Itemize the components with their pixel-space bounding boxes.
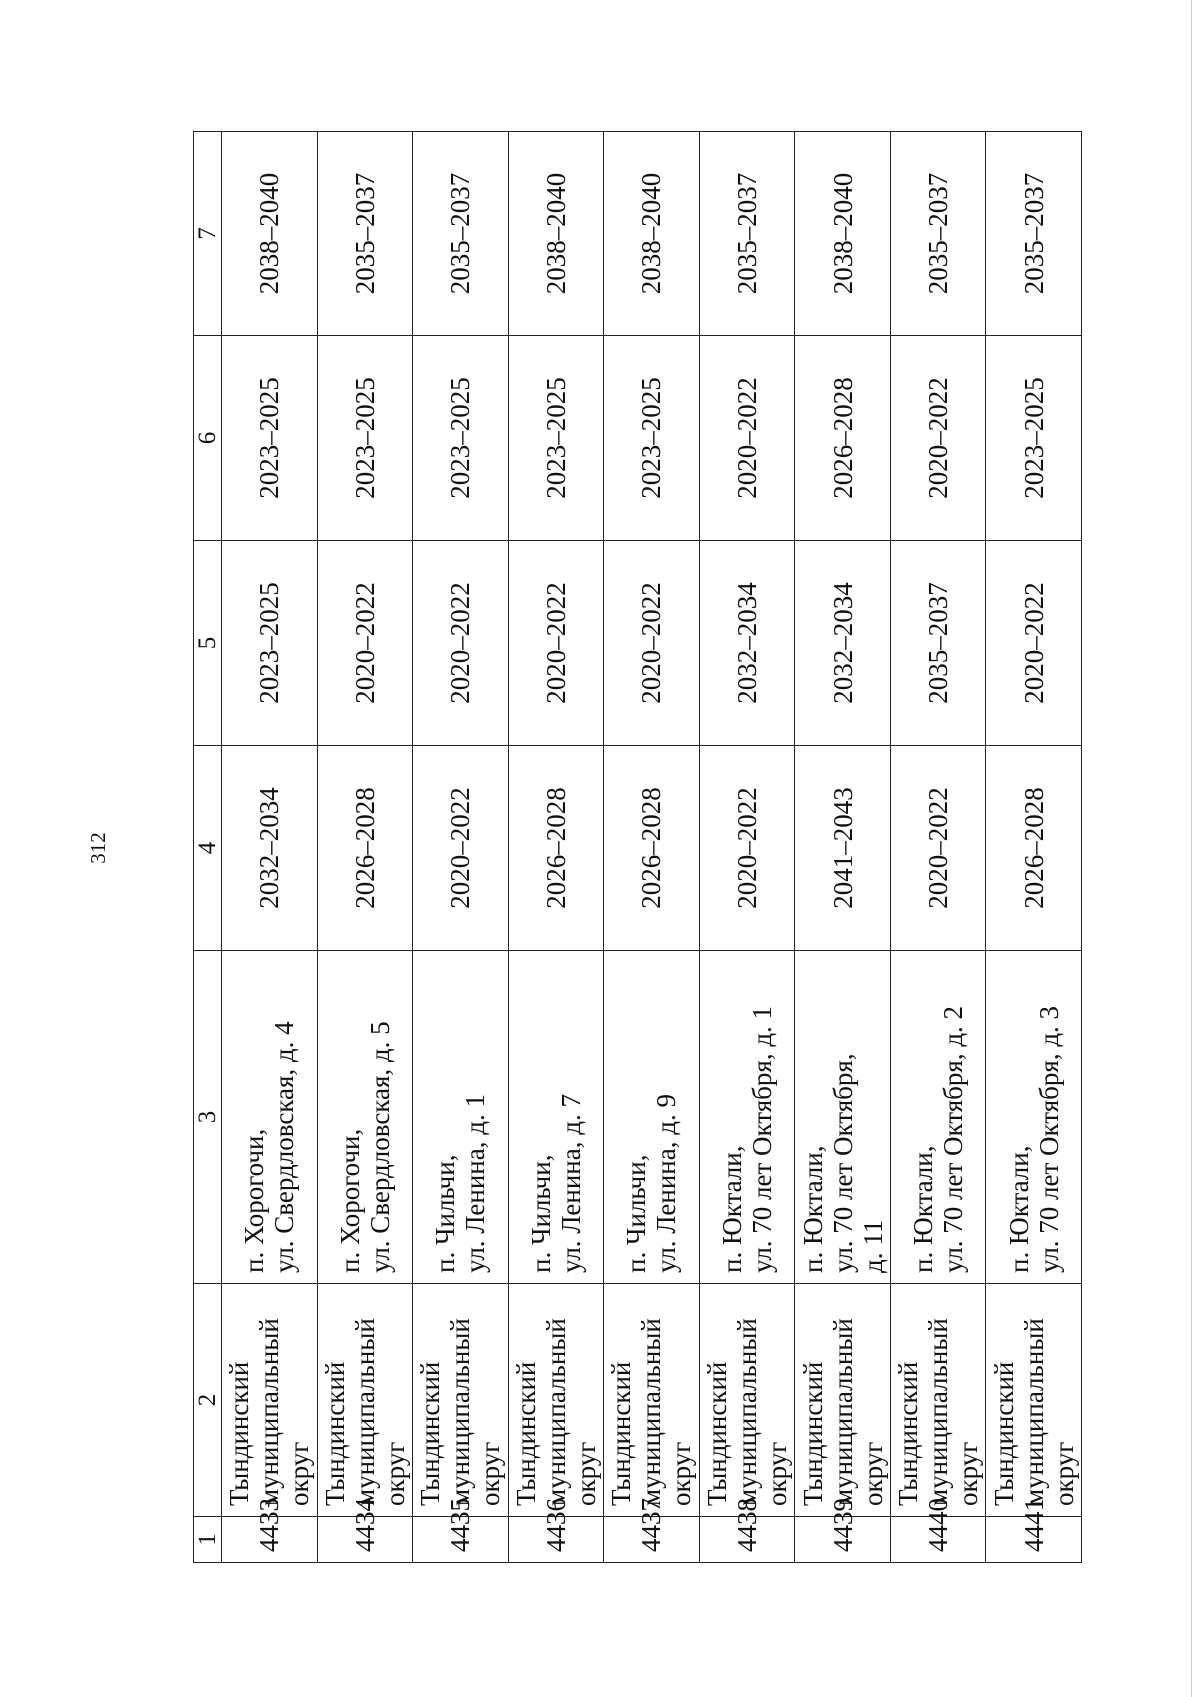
- table-row: [699, 132, 795, 1563]
- district-line: Тындинский: [510, 1361, 541, 1506]
- address-line: п. Хорогочи,: [239, 1128, 270, 1273]
- district-line: муниципальный: [349, 1318, 380, 1506]
- period-col7-cell: 2038–2040: [604, 132, 700, 336]
- row-number-cell: 4441: [986, 1517, 1082, 1563]
- address-line: п. Чильчи,: [430, 1154, 461, 1273]
- period-col7-cell: 2035–2037: [986, 132, 1082, 336]
- address-cell: [890, 951, 986, 1284]
- period-col5-cell: 2020–2022: [986, 541, 1082, 746]
- address-cell: [604, 951, 700, 1284]
- period-col6-cell: 2026–2028: [795, 336, 891, 541]
- district-line: Тындинский: [319, 1361, 350, 1506]
- district-line: округ: [762, 1441, 793, 1506]
- column-header-7: 7: [194, 132, 222, 336]
- period-col7-cell: 2035–2037: [890, 132, 986, 336]
- address-line: ул. Ленина, д. 1: [460, 1094, 491, 1273]
- period-col6-cell: 2023–2025: [317, 336, 413, 541]
- district-cell: [890, 1284, 986, 1517]
- period-col5-cell: 2020–2022: [508, 541, 604, 746]
- period-col5-cell: 2023–2025: [222, 541, 318, 746]
- address-line: п. Юктали,: [908, 1145, 939, 1273]
- table-row: [986, 132, 1082, 1563]
- period-col5-cell: 2020–2022: [317, 541, 413, 746]
- address-cell: [986, 951, 1082, 1284]
- data-table: [193, 131, 1082, 1563]
- district-cell: [795, 1284, 891, 1517]
- row-number-cell: 4437: [604, 1517, 700, 1563]
- district-line: округ: [284, 1441, 315, 1506]
- row-number-cell: 4438: [699, 1517, 795, 1563]
- address-line: п. Юктали,: [797, 1145, 828, 1273]
- district-line: округ: [570, 1441, 601, 1506]
- district-cell: [699, 1284, 795, 1517]
- district-line: Тындинский: [415, 1361, 446, 1506]
- period-col6-cell: 2023–2025: [604, 336, 700, 541]
- row-number-cell: 4440: [890, 1517, 986, 1563]
- address-line: ул. Ленина, д. 9: [651, 1094, 682, 1273]
- district-line: округ: [857, 1441, 888, 1506]
- district-cell: [222, 1284, 318, 1517]
- period-col7-cell: 2035–2037: [317, 132, 413, 336]
- page-number: 312: [86, 832, 110, 864]
- address-cell: [413, 951, 509, 1284]
- address-line: п. Чильчи,: [525, 1154, 556, 1273]
- column-header-3: 3: [194, 951, 222, 1284]
- district-line: муниципальный: [827, 1318, 858, 1506]
- address-cell: [317, 951, 413, 1284]
- district-line: муниципальный: [254, 1318, 285, 1506]
- table-row: [890, 132, 986, 1563]
- address-line: п. Хорогочи,: [334, 1128, 365, 1273]
- period-col4-cell: 2020–2022: [699, 746, 795, 951]
- district-line: Тындинский: [797, 1361, 828, 1506]
- column-header-1: 1: [194, 1517, 222, 1563]
- row-number-cell: 4439: [795, 1517, 891, 1563]
- address-line: п. Юктали,: [1003, 1145, 1034, 1273]
- address-cell: [222, 951, 318, 1284]
- period-col7-cell: 2035–2037: [699, 132, 795, 336]
- scan-edge-line: [1191, 0, 1192, 1697]
- column-header-4: 4: [194, 746, 222, 951]
- table-row: [604, 132, 700, 1563]
- column-header-5: 5: [194, 541, 222, 746]
- period-col7-cell: 2038–2040: [795, 132, 891, 336]
- period-col5-cell: 2035–2037: [890, 541, 986, 746]
- address-line: д. 11: [857, 1219, 888, 1273]
- period-col5-cell: 2032–2034: [699, 541, 795, 746]
- district-line: округ: [953, 1441, 984, 1506]
- table-body: [194, 132, 1082, 1563]
- district-cell: [508, 1284, 604, 1517]
- header-row: [194, 132, 222, 1563]
- period-col6-cell: 2023–2025: [508, 336, 604, 541]
- period-col4-cell: 2026–2028: [317, 746, 413, 951]
- district-line: муниципальный: [445, 1318, 476, 1506]
- district-line: муниципальный: [923, 1318, 954, 1506]
- table-row: [413, 132, 509, 1563]
- period-col7-cell: 2035–2037: [413, 132, 509, 336]
- district-cell: [986, 1284, 1082, 1517]
- period-col4-cell: 2026–2028: [604, 746, 700, 951]
- district-line: муниципальный: [636, 1318, 667, 1506]
- column-header-6: 6: [194, 336, 222, 541]
- period-col4-cell: 2020–2022: [413, 746, 509, 951]
- address-line: ул. Ленина, д. 7: [555, 1094, 586, 1273]
- address-line: ул. 70 лет Октября, д. 1: [747, 1005, 778, 1273]
- district-line: Тындинский: [702, 1361, 733, 1506]
- period-col6-cell: 2023–2025: [413, 336, 509, 541]
- table-row: [317, 132, 413, 1563]
- address-line: п. Юктали,: [717, 1145, 748, 1273]
- address-line: ул. Свердловская, д. 5: [364, 1021, 395, 1273]
- row-number-cell: 4434: [317, 1517, 413, 1563]
- district-cell: [604, 1284, 700, 1517]
- period-col4-cell: 2020–2022: [890, 746, 986, 951]
- district-line: округ: [1048, 1441, 1079, 1506]
- period-col6-cell: 2020–2022: [890, 336, 986, 541]
- row-number-cell: 4435: [413, 1517, 509, 1563]
- district-line: муниципальный: [1018, 1318, 1049, 1506]
- period-col7-cell: 2038–2040: [508, 132, 604, 336]
- address-line: ул. 70 лет Октября, д. 3: [1033, 1005, 1064, 1273]
- district-line: Тындинский: [224, 1361, 255, 1506]
- address-line: ул. Свердловская, д. 4: [269, 1021, 300, 1273]
- address-cell: [795, 951, 891, 1284]
- rotated-table-container: [193, 132, 1082, 1563]
- table-row: [222, 132, 318, 1563]
- period-col4-cell: 2032–2034: [222, 746, 318, 951]
- district-line: муниципальный: [732, 1318, 763, 1506]
- district-cell: [317, 1284, 413, 1517]
- district-line: Тындинский: [606, 1361, 637, 1506]
- period-col4-cell: 2026–2028: [508, 746, 604, 951]
- address-cell: [699, 951, 795, 1284]
- period-col5-cell: 2032–2034: [795, 541, 891, 746]
- period-col6-cell: 2020–2022: [699, 336, 795, 541]
- district-line: муниципальный: [540, 1318, 571, 1506]
- period-col6-cell: 2023–2025: [986, 336, 1082, 541]
- district-line: Тындинский: [893, 1361, 924, 1506]
- period-col6-cell: 2023–2025: [222, 336, 318, 541]
- address-line: ул. 70 лет Октября,: [827, 1053, 858, 1273]
- period-col5-cell: 2020–2022: [413, 541, 509, 746]
- period-col4-cell: 2026–2028: [986, 746, 1082, 951]
- table-row: [508, 132, 604, 1563]
- period-col4-cell: 2041–2043: [795, 746, 891, 951]
- period-col7-cell: 2038–2040: [222, 132, 318, 336]
- address-line: ул. 70 лет Октября, д. 2: [938, 1005, 969, 1273]
- column-header-2: 2: [194, 1284, 222, 1517]
- district-line: округ: [379, 1441, 410, 1506]
- row-number-cell: 4436: [508, 1517, 604, 1563]
- district-cell: [413, 1284, 509, 1517]
- row-number-cell: 4433: [222, 1517, 318, 1563]
- district-line: округ: [475, 1441, 506, 1506]
- address-cell: [508, 951, 604, 1284]
- period-col5-cell: 2020–2022: [604, 541, 700, 746]
- district-line: округ: [666, 1441, 697, 1506]
- table-row: [795, 132, 891, 1563]
- district-line: Тындинский: [988, 1361, 1019, 1506]
- address-line: п. Чильчи,: [621, 1154, 652, 1273]
